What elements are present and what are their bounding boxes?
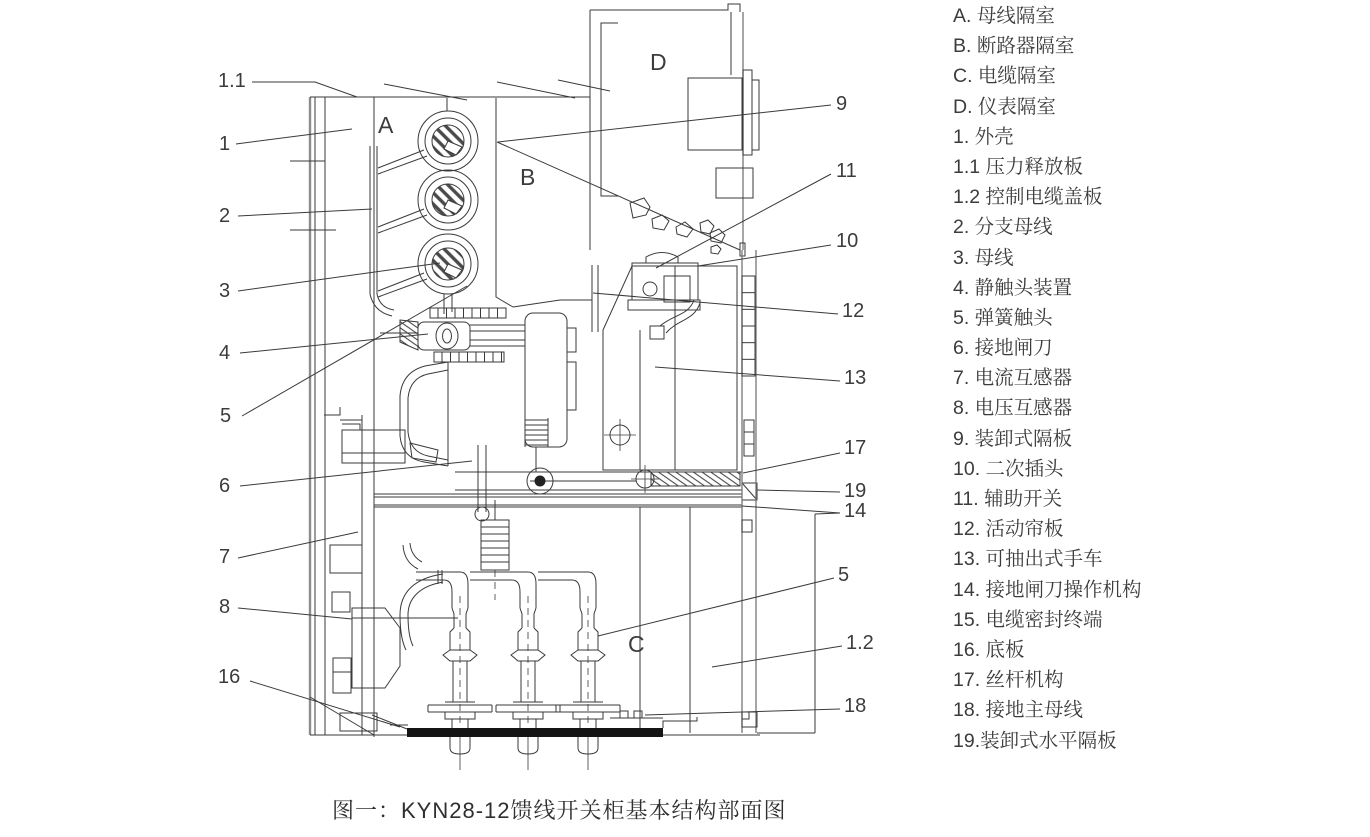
legend-item: 6. 接地闸刀 xyxy=(953,337,1053,360)
legend-item: 1.2 控制电缆盖板 xyxy=(953,186,1103,209)
legend-item: 12. 活动帘板 xyxy=(953,518,1064,541)
legend-item: 4. 静触头装置 xyxy=(953,276,1073,299)
callout-label: 16 xyxy=(218,666,241,688)
callout-leader-lines xyxy=(236,82,842,727)
legend-item: 2. 分支母线 xyxy=(953,216,1053,239)
callout-label: 8 xyxy=(219,596,231,618)
callout-label: 6 xyxy=(219,475,231,497)
compartment-letter: A xyxy=(378,112,394,138)
cable-compartment xyxy=(324,250,757,770)
legend-item: 3. 母线 xyxy=(953,246,1014,269)
legend-item: C. 电缆隔室 xyxy=(953,65,1056,88)
legend-item: 9. 装卸式隔板 xyxy=(953,427,1073,450)
legend-item: 1.1 压力释放板 xyxy=(953,155,1084,178)
callout-label: 14 xyxy=(844,500,867,522)
callout-label: 1.1 xyxy=(218,70,246,92)
callout-labels xyxy=(218,70,874,717)
callout-label: 11 xyxy=(836,160,857,182)
legend-item: 10. 二次插头 xyxy=(953,457,1064,480)
static-contact-assembly xyxy=(380,308,576,521)
breaker-compartment xyxy=(513,253,737,471)
legend-item: 19.装卸式水平隔板 xyxy=(953,729,1117,752)
callout-label: 1.2 xyxy=(846,632,874,654)
callout-label: 4 xyxy=(219,342,231,364)
legend-item: 1. 外壳 xyxy=(953,125,1014,148)
callout-label: 7 xyxy=(219,546,231,568)
compartment-letters xyxy=(378,49,667,657)
callout-label: 5 xyxy=(838,564,850,586)
legend-item: 13. 可抽出式手车 xyxy=(953,548,1103,571)
legend-item: 18. 接地主母线 xyxy=(953,699,1084,722)
legend-item: B. 断路器隔室 xyxy=(953,35,1075,58)
callout-label: 1 xyxy=(219,133,231,155)
legend-item: 17. 丝杆机构 xyxy=(953,669,1064,692)
callout-label: 12 xyxy=(842,300,865,322)
compartment-letter: D xyxy=(650,49,667,75)
legend-item: 7. 电流互感器 xyxy=(953,367,1073,390)
legend-item: 15. 电缆密封终端 xyxy=(953,608,1103,631)
cabinet-outline xyxy=(290,80,815,737)
callout-label: 10 xyxy=(836,230,859,252)
legend-item: 16. 底板 xyxy=(953,638,1025,661)
callout-label: 9 xyxy=(836,93,848,115)
figure-caption: 图一：KYN28-12馈线开关柜基本结构部面图 xyxy=(332,798,787,823)
compartment-letter: C xyxy=(628,631,645,657)
legend-item: 5. 弹簧触头 xyxy=(953,306,1053,329)
legend-item: D. 仪表隔室 xyxy=(953,95,1056,118)
base-plate xyxy=(407,728,663,737)
callout-label: 5 xyxy=(220,405,232,427)
callout-label: 2 xyxy=(219,205,231,227)
legend-item: A. 母线隔室 xyxy=(953,5,1055,27)
legend-item: 14. 接地闸刀操作机构 xyxy=(953,578,1142,601)
callout-label: 13 xyxy=(844,367,867,389)
callout-label: 3 xyxy=(219,280,231,302)
legend-item: 8. 电压互感器 xyxy=(953,397,1073,420)
callout-label: 18 xyxy=(844,695,867,717)
instrument-compartment xyxy=(497,4,759,256)
legend-item: 11. 辅助开关 xyxy=(953,488,1063,510)
callout-label: 19 xyxy=(844,480,867,502)
legend xyxy=(953,1,1142,756)
compartment-letter: B xyxy=(520,164,536,190)
callout-label: 17 xyxy=(844,437,867,459)
